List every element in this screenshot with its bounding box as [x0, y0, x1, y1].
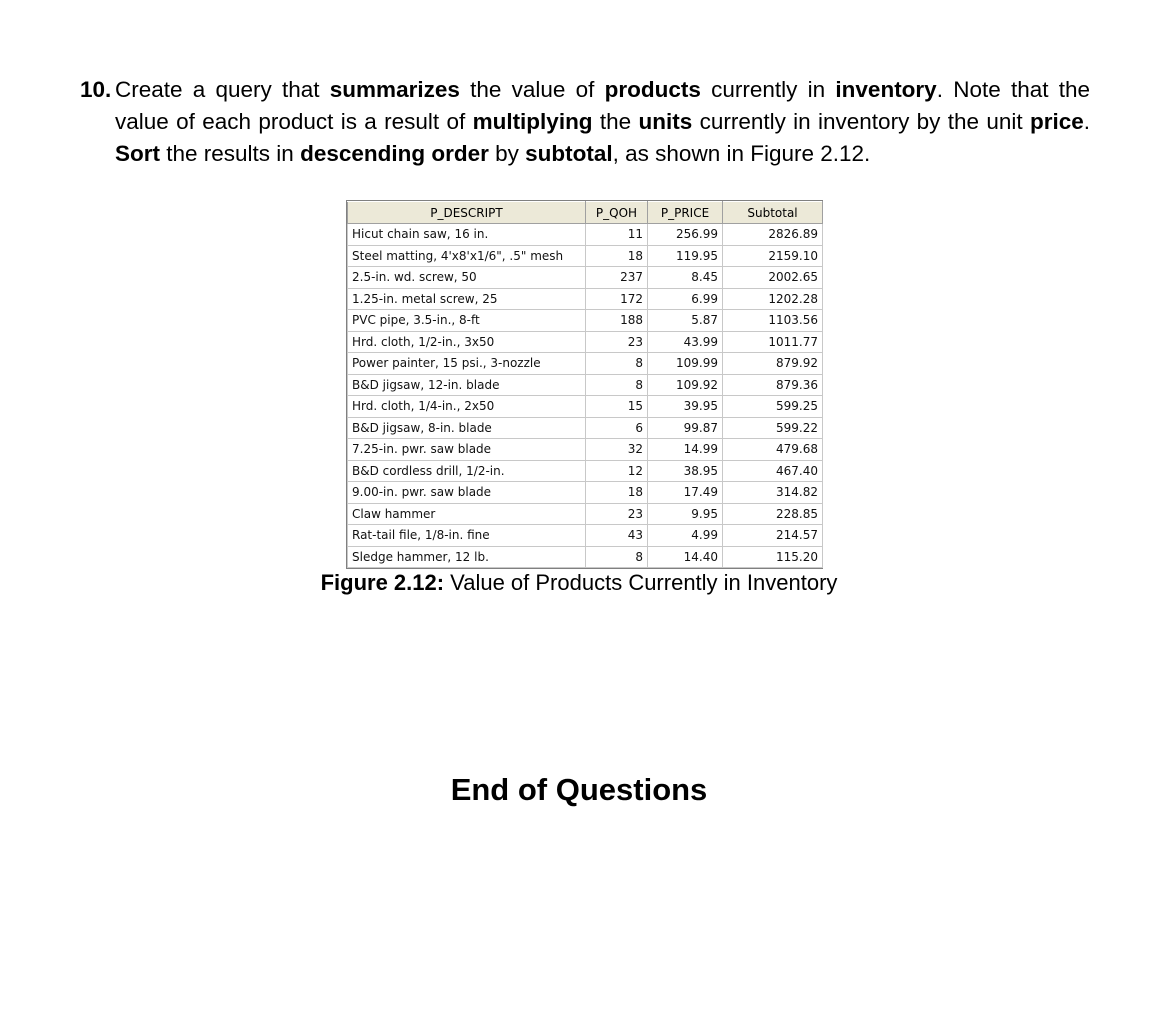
cell-qoh: 43 [586, 525, 648, 547]
cell-subtotal: 479.68 [723, 439, 823, 461]
cell-subtotal: 879.92 [723, 353, 823, 375]
cell-subtotal: 599.22 [723, 417, 823, 439]
cell-descript: Hrd. cloth, 1/2-in., 3x50 [348, 331, 586, 353]
question-text-segment: , as shown in Figure 2.12. [612, 141, 871, 166]
cell-qoh: 8 [586, 374, 648, 396]
cell-subtotal: 2159.10 [723, 245, 823, 267]
cell-qoh: 8 [586, 353, 648, 375]
cell-subtotal: 115.20 [723, 546, 823, 568]
cell-qoh: 237 [586, 267, 648, 289]
cell-subtotal: 467.40 [723, 460, 823, 482]
cell-price: 109.99 [648, 353, 723, 375]
cell-qoh: 6 [586, 417, 648, 439]
cell-price: 38.95 [648, 460, 723, 482]
cell-descript: Sledge hammer, 12 lb. [348, 546, 586, 568]
figure-caption-text: Value of Products Currently in Inventory [444, 570, 838, 595]
cell-descript: 9.00-in. pwr. saw blade [348, 482, 586, 504]
cell-subtotal: 1202.28 [723, 288, 823, 310]
table-row [348, 267, 823, 289]
question-text-segment: by [488, 141, 526, 166]
cell-price: 4.99 [648, 525, 723, 547]
table-row [348, 224, 823, 246]
cell-price: 39.95 [648, 396, 723, 418]
cell-qoh: 188 [586, 310, 648, 332]
question-text-segment: . Note that the value of each product is a result of [115, 77, 1090, 134]
question-keyword: summarizes [329, 77, 460, 102]
end-of-questions-heading: End of Questions [450, 772, 708, 807]
cell-qoh: 12 [586, 460, 648, 482]
cell-descript: Hrd. cloth, 1/4-in., 2x50 [348, 396, 586, 418]
question-text-segment: the [592, 109, 639, 134]
cell-descript: Steel matting, 4'x8'x1/6", .5" mesh [348, 245, 586, 267]
cell-descript: 2.5-in. wd. screw, 50 [348, 267, 586, 289]
question-text-segment: Create a query that [115, 77, 330, 102]
question-text-segment: . [1083, 109, 1090, 134]
figure-caption [0, 570, 1158, 596]
table-header-row [348, 202, 823, 224]
table-row [348, 439, 823, 461]
cell-descript: Claw hammer [348, 503, 586, 525]
cell-descript: PVC pipe, 3.5-in., 8-ft [348, 310, 586, 332]
cell-subtotal: 314.82 [723, 482, 823, 504]
cell-qoh: 172 [586, 288, 648, 310]
question-text-segment: the results in [160, 141, 301, 166]
table-row [348, 482, 823, 504]
cell-subtotal: 1103.56 [723, 310, 823, 332]
cell-descript: Hicut chain saw, 16 in. [348, 224, 586, 246]
question-text [115, 74, 1090, 170]
question-text-segment: currently in inventory by the unit [692, 109, 1030, 134]
cell-descript: 7.25-in. pwr. saw blade [348, 439, 586, 461]
cell-qoh: 18 [586, 482, 648, 504]
cell-subtotal: 214.57 [723, 525, 823, 547]
cell-descript: B&D jigsaw, 12-in. blade [348, 374, 586, 396]
cell-price: 6.99 [648, 288, 723, 310]
question-keyword: descending order [300, 141, 489, 166]
table-row [348, 503, 823, 525]
col-header-qoh: P_QOH [586, 202, 648, 224]
cell-qoh: 23 [586, 503, 648, 525]
table-row [348, 525, 823, 547]
col-header-price: P_PRICE [648, 202, 723, 224]
question-keyword: units [638, 109, 693, 134]
cell-descript: 1.25-in. metal screw, 25 [348, 288, 586, 310]
cell-price: 9.95 [648, 503, 723, 525]
cell-qoh: 8 [586, 546, 648, 568]
cell-qoh: 18 [586, 245, 648, 267]
cell-subtotal: 2002.65 [723, 267, 823, 289]
table-row [348, 417, 823, 439]
table-row [348, 310, 823, 332]
table-row [348, 331, 823, 353]
inventory-table [347, 201, 823, 568]
table-row [348, 396, 823, 418]
cell-qoh: 23 [586, 331, 648, 353]
cell-subtotal: 1011.77 [723, 331, 823, 353]
table-row [348, 546, 823, 568]
cell-qoh: 15 [586, 396, 648, 418]
cell-price: 5.87 [648, 310, 723, 332]
table-row [348, 353, 823, 375]
cell-subtotal: 599.25 [723, 396, 823, 418]
cell-subtotal: 879.36 [723, 374, 823, 396]
cell-descript: Power painter, 15 psi., 3-nozzle [348, 353, 586, 375]
cell-price: 14.99 [648, 439, 723, 461]
question-keyword: products [604, 77, 701, 102]
question-keyword: price [1029, 109, 1084, 134]
cell-price: 99.87 [648, 417, 723, 439]
cell-descript: B&D jigsaw, 8-in. blade [348, 417, 586, 439]
question-keyword: Sort [115, 141, 160, 166]
cell-price: 109.92 [648, 374, 723, 396]
cell-price: 43.99 [648, 331, 723, 353]
cell-price: 119.95 [648, 245, 723, 267]
table-row [348, 288, 823, 310]
cell-price: 17.49 [648, 482, 723, 504]
cell-subtotal: 2826.89 [723, 224, 823, 246]
cell-qoh: 11 [586, 224, 648, 246]
question-text-segment: the value of [459, 77, 605, 102]
question-keyword: inventory [835, 77, 937, 102]
question-number: 10. [80, 77, 112, 102]
col-header-descript: P_DESCRIPT [348, 202, 586, 224]
figure-caption-label: Figure 2.12: [320, 570, 445, 595]
cell-price: 14.40 [648, 546, 723, 568]
col-header-subtotal: Subtotal [723, 202, 823, 224]
table-row [348, 374, 823, 396]
table-row [348, 245, 823, 267]
cell-price: 256.99 [648, 224, 723, 246]
cell-descript: B&D cordless drill, 1/2-in. [348, 460, 586, 482]
cell-subtotal: 228.85 [723, 503, 823, 525]
question-text-segment: currently in [700, 77, 836, 102]
cell-descript: Rat-tail file, 1/8-in. fine [348, 525, 586, 547]
cell-qoh: 32 [586, 439, 648, 461]
cell-price: 8.45 [648, 267, 723, 289]
question-keyword: multiplying [472, 109, 593, 134]
inventory-table-figure [346, 200, 823, 569]
question-keyword: subtotal [525, 141, 613, 166]
question-10 [80, 74, 1090, 170]
table-row [348, 460, 823, 482]
